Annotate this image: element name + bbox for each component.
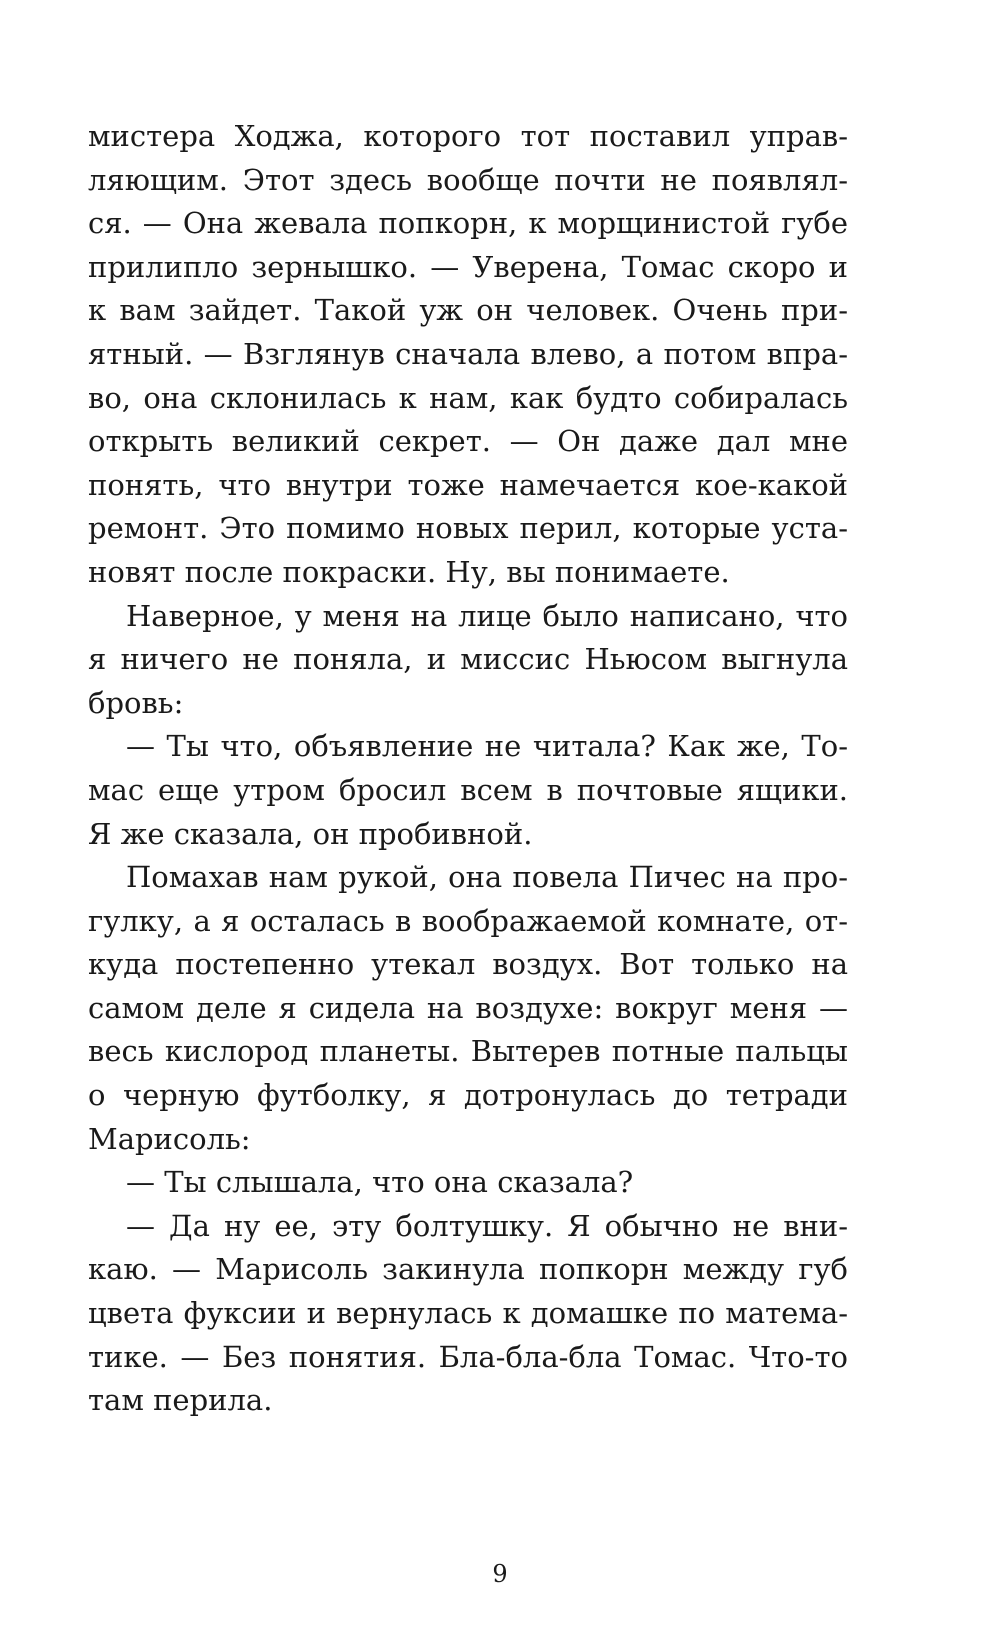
page-number: 9 [492, 1560, 508, 1588]
text-line: самом деле я сидела на воздухе: вокруг меня — [88, 990, 848, 1025]
page-body-text [88, 115, 848, 1423]
text-line: открыть великий секрет. — Он даже дал мне [88, 424, 848, 459]
text-line: тике. — Без понятия. Бла-бла-бла Томас. Что-то [88, 1339, 848, 1374]
text-line: понять, что внутри тоже намечается кое-какой [88, 467, 848, 502]
text-line: гулку, а я осталась в воображаемой комнате, от- [88, 903, 848, 938]
text-line: ятный. — Взглянув сначала влево, а потом впра- [88, 336, 848, 371]
text-line: мистера Ходжа, которого тот поставил управ- [88, 119, 848, 153]
text-line: — Да ну ее, эту болтушку. Я обычно не вни- [126, 1208, 848, 1243]
text-line: новят после покраски. Ну, вы понимаете. [88, 554, 730, 589]
text-line: ремонт. Это помимо новых перил, которые уста- [88, 511, 848, 546]
text-line: ляющим. Этот здесь вообще почти не появлял- [88, 162, 848, 197]
text-line: Наверное, у меня на лице было написано, что [126, 598, 848, 633]
text-line: о черную футболку, я дотронулась до тетради [88, 1078, 848, 1113]
text-line: бровь: [88, 685, 184, 720]
text-line: ся. — Она жевала попкорн, к морщинистой губе [88, 206, 848, 241]
text-line: куда постепенно утекал воздух. Вот только на [88, 947, 848, 982]
text-line: там перила. [88, 1383, 273, 1418]
text-line: мас еще утром бросил всем в почтовые ящики. [88, 772, 848, 807]
text-line: цвета фуксии и вернулась к домашке по матема- [88, 1296, 848, 1331]
text-line: — Ты слышала, что она сказала? [126, 1165, 634, 1200]
text-line: Марисоль: [88, 1121, 251, 1156]
text-line: каю. — Марисоль закинула попкорн между губ [88, 1252, 848, 1287]
text-line: Я же сказала, он пробивной. [88, 816, 533, 851]
text-line: я ничего не поняла, и миссис Ньюсом выгнула [88, 642, 848, 677]
text-line: прилипло зернышко. — Уверена, Томас скоро и [88, 249, 848, 284]
text-line: во, она склонилась к нам, как будто собиралась [88, 380, 848, 415]
text-line: Помахав нам рукой, она повела Пичес на про- [126, 860, 848, 895]
text-line: весь кислород планеты. Вытерев потные пальцы [88, 1034, 848, 1069]
text-line: к вам зайдет. Такой уж он человек. Очень при- [88, 293, 848, 328]
text-line: — Ты что, объявление не читала? Как же, То- [126, 729, 848, 764]
